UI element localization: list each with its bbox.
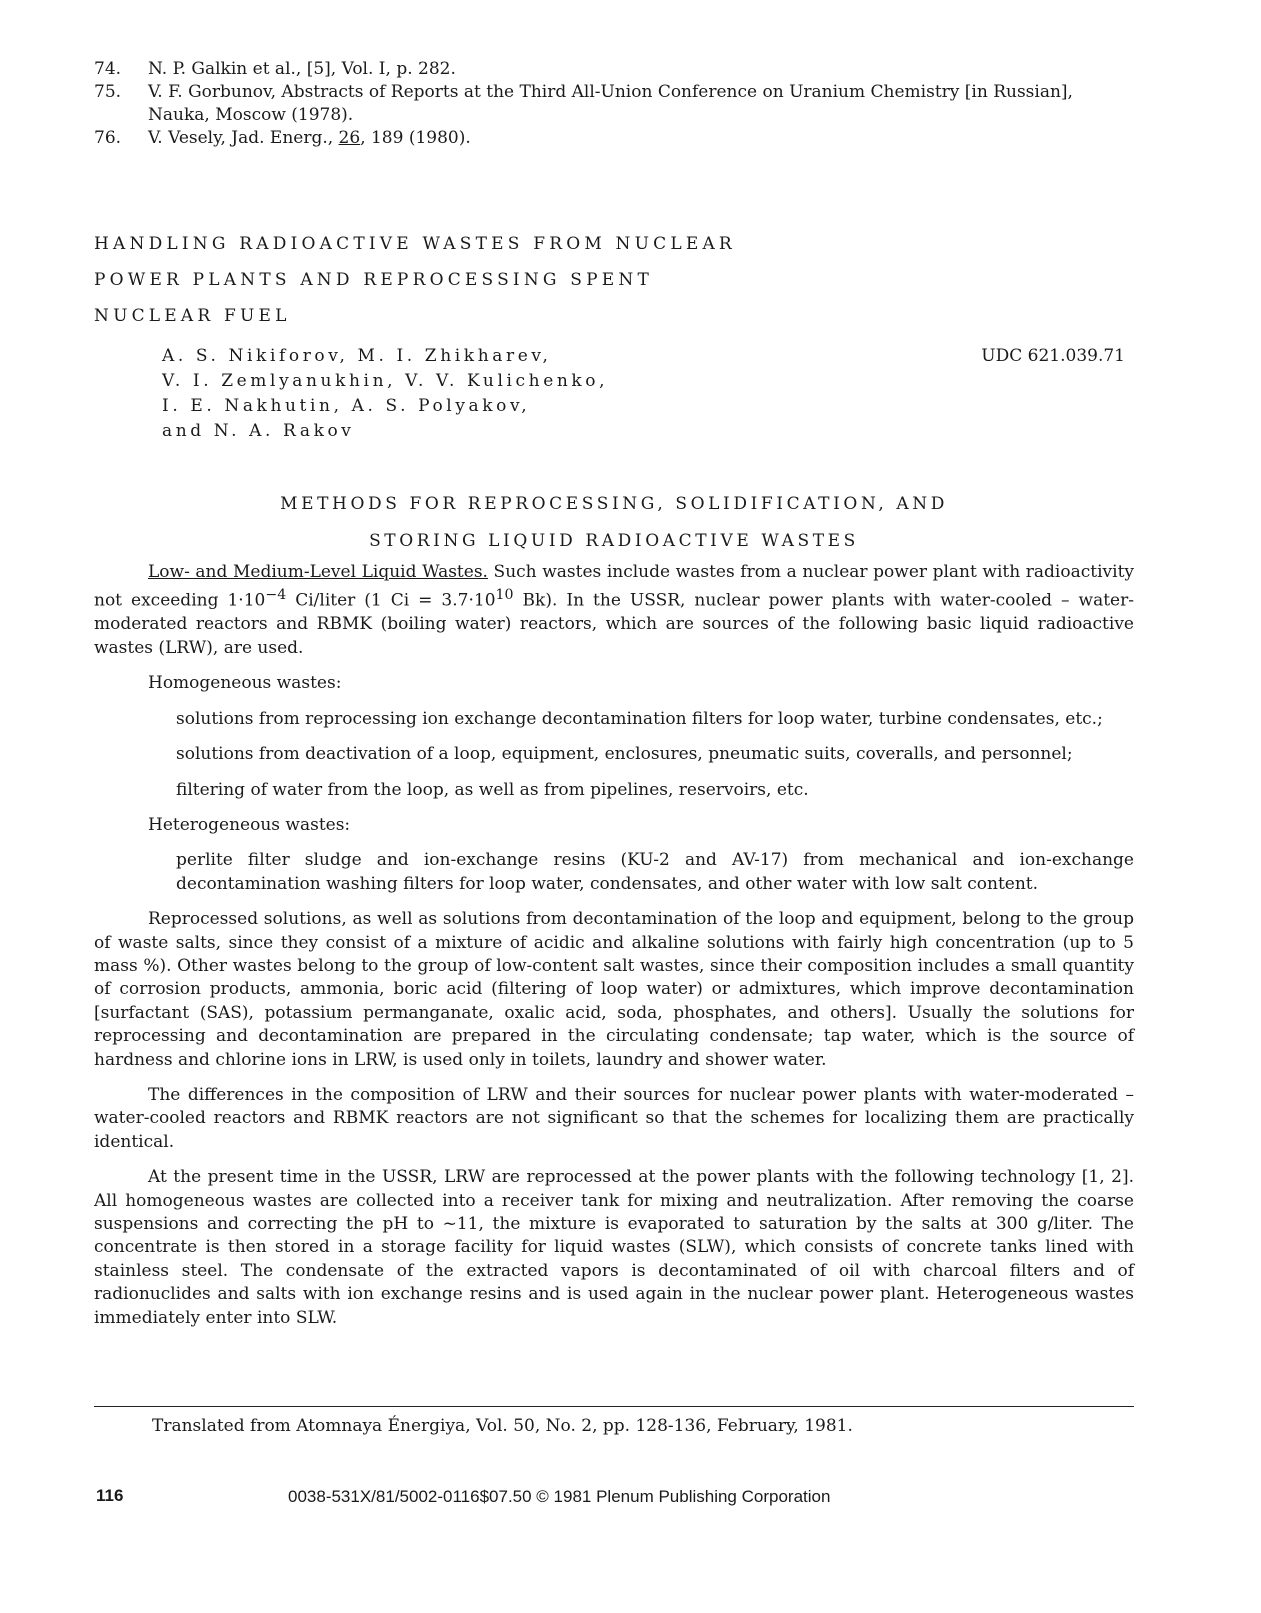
paragraph: [94, 561, 1134, 660]
paragraph: The differences in the composition of LRW and their sources for nuclear power plants with water-moderated – water-cooled reactors and RBMK reactors are not significant so that the schemes for localizing them are practically identical.: [94, 1084, 1134, 1152]
author-line: A. S. Nikiforov, M. I. Zhikharev,: [162, 346, 552, 366]
copyright-line: 0038-531X/81/5002-0116$07.50 © 1981 Plenum Publishing Corporation: [288, 1487, 831, 1506]
list-item: filtering of water from the loop, as well as from pipelines, reservoirs, etc.: [176, 779, 809, 800]
article-body: [94, 561, 1134, 1330]
list-item: solutions from deactivation of a loop, equipment, enclosures, pneumatic suits, coveralls, and personnel;: [176, 744, 1073, 765]
author-line: and N. A. Rakov: [162, 421, 355, 441]
reference-number: 74.: [94, 59, 122, 79]
paragraph-heading: Low- and Medium-Level Liquid Wastes.: [148, 562, 488, 582]
footnote-divider: [94, 1406, 1134, 1407]
author-list: [162, 344, 608, 444]
reference-text: N. P. Galkin et al., [5], Vol. I, p. 282.: [148, 59, 456, 79]
article-title-line: NUCLEAR FUEL: [94, 306, 291, 326]
reference-item: [94, 58, 1134, 81]
reference-item: [94, 127, 1134, 150]
list-label: Homogeneous wastes:: [148, 673, 342, 694]
list-label: Heterogeneous wastes:: [148, 814, 351, 835]
paragraph: At the present time in the USSR, LRW are reprocessed at the power plants with the following technology [1, 2]. All homogeneous wastes are collected into a receiver tank for mixing and neutralization. After removing the coarse suspensions and correcting the pH to ~11, the mixture is evaporated to saturation by the salts at 300 g/liter. The concentrate is then stored in a storage facility for liquid wastes (SLW), which consists of concrete tanks lined with stainless steel. The condensate of the extracted vapors is decontaminated of oil with charcoal filters and of radionuclides and salts with ion exchange resins and is used again in the nuclear power plant. Heterogeneous wastes immediately enter into SLW.: [94, 1167, 1134, 1328]
reference-list: [94, 58, 1134, 150]
superscript: −4: [265, 587, 287, 604]
list-item: solutions from reprocessing ion exchange decontamination filters for loop water, turbine condensates, etc.;: [176, 708, 1103, 729]
page-number: 116: [96, 1486, 124, 1505]
reference-item: [94, 81, 1134, 127]
article-title: [94, 226, 736, 334]
paragraph: Reprocessed solutions, as well as solutions from decontamination of the loop and equipment, belong to the group of waste salts, since they consist of a mixture of acidic and alkaline solutions with fairly high concentration (up to 5 mass %). Other wastes belong to the group of low-content salt wastes, since their composition includes a small quantity of corrosion products, ammonia, boric acid (filtering of loop water) or admixtures, which improve decontamination [surfactant (SAS), potassium permanganate, oxalic acid, soda, phosphates, and others]. Usually the solutions for reprocessing and decontamination are prepared in the circulating condensate; tap water, which is the source of hardness and chlorine ions in LRW, is used only in toilets, laundry and shower water.: [94, 909, 1134, 1070]
paragraph-text: Such wastes include wastes from a nuclear power plant with radioactivity not exceeding 1·10: [94, 562, 1135, 612]
reference-number: 75.: [94, 82, 122, 102]
reference-volume: 26: [338, 128, 361, 148]
section-heading-line: METHODS FOR REPROCESSING, SOLIDIFICATION, AND: [280, 494, 948, 514]
udc-code: UDC 621.039.71: [981, 346, 1125, 366]
superscript: 10: [495, 587, 514, 604]
section-heading: [94, 486, 1134, 560]
list-item: perlite filter sludge and ion-exchange resins (KU-2 and AV-17) from mechanical and ion-exchange decontamination washing filters for loop water, condensates, and other water with low salt content.: [176, 850, 1134, 894]
article-title-line: HANDLING RADIOACTIVE WASTES FROM NUCLEAR: [94, 234, 736, 254]
translation-note: Translated from Atomnaya Énergiya, Vol. 50, No. 2, pp. 128-136, February, 1981.: [152, 1416, 853, 1436]
author-line: I. E. Nakhutin, A. S. Polyakov,: [162, 396, 531, 416]
article-title-line: POWER PLANTS AND REPROCESSING SPENT: [94, 270, 653, 290]
reference-number: 76.: [94, 128, 122, 148]
paragraph-text: Bk). In the USSR, nuclear power plants with water-cooled – water-moderated reactors and RBMK (boiling water) reactors, which are sources of the following basic liquid radioactive wastes (LRW), are used.: [94, 591, 1134, 658]
author-line: V. I. Zemlyanukhin, V. V. Kulichenko,: [162, 371, 609, 391]
paragraph-text: Ci/liter (1 Ci = 3.7·10: [286, 591, 496, 612]
reference-text-start: V. Vesely, Jad. Energ.,: [148, 128, 339, 148]
reference-text-end: , 189 (1980).: [360, 128, 471, 148]
reference-text: V. F. Gorbunov, Abstracts of Reports at the Third All-Union Conference on Uranium Chemistry [in Russian], Nauka, Moscow (1978).: [148, 82, 1073, 125]
section-heading-line: STORING LIQUID RADIOACTIVE WASTES: [369, 531, 859, 551]
